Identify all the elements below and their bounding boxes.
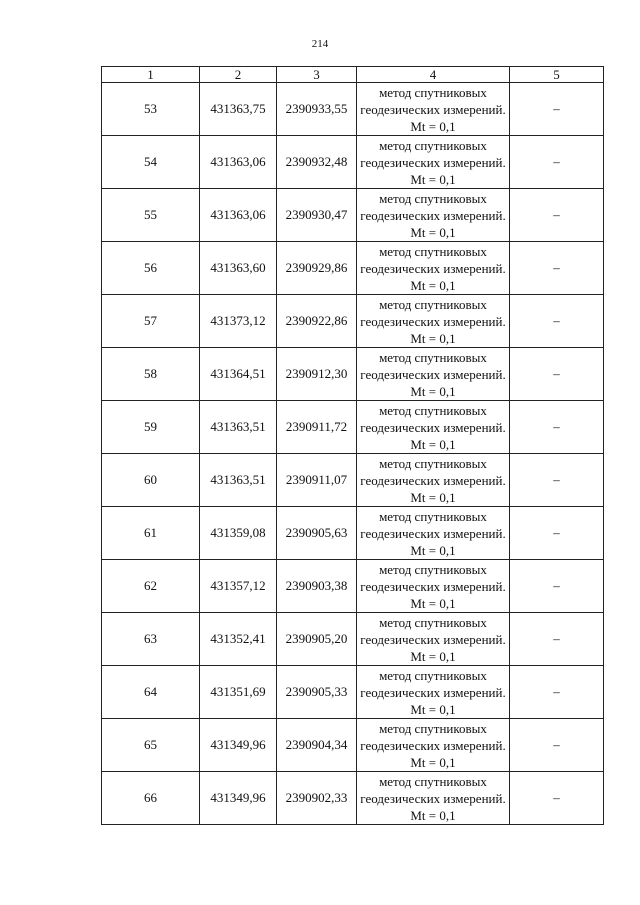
- y-coordinate-cell: 2390905,63: [277, 507, 357, 560]
- y-coordinate-cell: 2390929,86: [277, 242, 357, 295]
- y-coordinate-cell: 2390905,33: [277, 666, 357, 719]
- note-cell: –: [510, 136, 604, 189]
- header-row: [102, 67, 604, 83]
- table-row: [102, 613, 604, 666]
- header-cell-3: 3: [277, 67, 357, 83]
- x-coordinate-cell: 431363,06: [200, 136, 277, 189]
- method-cell: метод спутниковых геодезических измерений. Mt = 0,1: [357, 189, 510, 242]
- y-coordinate-cell: 2390903,38: [277, 560, 357, 613]
- table-row: [102, 242, 604, 295]
- y-coordinate-cell: 2390912,30: [277, 348, 357, 401]
- x-coordinate-cell: 431363,51: [200, 454, 277, 507]
- x-coordinate-cell: 431363,06: [200, 189, 277, 242]
- point-number-cell: 60: [102, 454, 200, 507]
- table-row: [102, 348, 604, 401]
- x-coordinate-cell: 431364,51: [200, 348, 277, 401]
- method-cell: метод спутниковых геодезических измерений. Mt = 0,1: [357, 454, 510, 507]
- method-cell: метод спутниковых геодезических измерений. Mt = 0,1: [357, 666, 510, 719]
- table-row: [102, 189, 604, 242]
- note-cell: –: [510, 560, 604, 613]
- x-coordinate-cell: 431363,51: [200, 401, 277, 454]
- table-row: [102, 507, 604, 560]
- method-cell: метод спутниковых геодезических измерений. Mt = 0,1: [357, 507, 510, 560]
- table-row: [102, 560, 604, 613]
- point-number-cell: 57: [102, 295, 200, 348]
- point-number-cell: 59: [102, 401, 200, 454]
- note-cell: –: [510, 507, 604, 560]
- table-row: [102, 454, 604, 507]
- note-cell: –: [510, 348, 604, 401]
- x-coordinate-cell: 431349,96: [200, 719, 277, 772]
- table-row: [102, 83, 604, 136]
- y-coordinate-cell: 2390911,07: [277, 454, 357, 507]
- note-cell: –: [510, 454, 604, 507]
- note-cell: –: [510, 719, 604, 772]
- point-number-cell: 58: [102, 348, 200, 401]
- page-number: 214: [311, 38, 329, 50]
- y-coordinate-cell: 2390902,33: [277, 772, 357, 825]
- method-cell: метод спутниковых геодезических измерений. Mt = 0,1: [357, 560, 510, 613]
- note-cell: –: [510, 295, 604, 348]
- method-cell: метод спутниковых геодезических измерений. Mt = 0,1: [357, 772, 510, 825]
- table-row: [102, 666, 604, 719]
- table-row: [102, 772, 604, 825]
- method-cell: метод спутниковых геодезических измерений. Mt = 0,1: [357, 348, 510, 401]
- header-cell-1: 1: [102, 67, 200, 83]
- point-number-cell: 63: [102, 613, 200, 666]
- table-row: [102, 295, 604, 348]
- method-cell: метод спутниковых геодезических измерений. Mt = 0,1: [357, 242, 510, 295]
- table-body: [102, 83, 604, 825]
- point-number-cell: 66: [102, 772, 200, 825]
- method-cell: метод спутниковых геодезических измерений. Mt = 0,1: [357, 719, 510, 772]
- x-coordinate-cell: 431349,96: [200, 772, 277, 825]
- point-number-cell: 53: [102, 83, 200, 136]
- method-cell: метод спутниковых геодезических измерений. Mt = 0,1: [357, 83, 510, 136]
- x-coordinate-cell: 431359,08: [200, 507, 277, 560]
- x-coordinate-cell: 431357,12: [200, 560, 277, 613]
- x-coordinate-cell: 431373,12: [200, 295, 277, 348]
- header-cell-2: 2: [200, 67, 277, 83]
- point-number-cell: 64: [102, 666, 200, 719]
- x-coordinate-cell: 431363,75: [200, 83, 277, 136]
- point-number-cell: 54: [102, 136, 200, 189]
- note-cell: –: [510, 613, 604, 666]
- header-cell-4: 4: [357, 67, 510, 83]
- method-cell: метод спутниковых геодезических измерений. Mt = 0,1: [357, 295, 510, 348]
- point-number-cell: 56: [102, 242, 200, 295]
- note-cell: –: [510, 401, 604, 454]
- point-number-cell: 65: [102, 719, 200, 772]
- point-number-cell: 55: [102, 189, 200, 242]
- y-coordinate-cell: 2390922,86: [277, 295, 357, 348]
- table-row: [102, 401, 604, 454]
- header-cell-5: 5: [510, 67, 604, 83]
- y-coordinate-cell: 2390932,48: [277, 136, 357, 189]
- x-coordinate-cell: 431363,60: [200, 242, 277, 295]
- method-cell: метод спутниковых геодезических измерений. Mt = 0,1: [357, 613, 510, 666]
- y-coordinate-cell: 2390904,34: [277, 719, 357, 772]
- y-coordinate-cell: 2390933,55: [277, 83, 357, 136]
- table-row: [102, 719, 604, 772]
- note-cell: –: [510, 83, 604, 136]
- note-cell: –: [510, 189, 604, 242]
- method-cell: метод спутниковых геодезических измерений. Mt = 0,1: [357, 401, 510, 454]
- note-cell: –: [510, 772, 604, 825]
- y-coordinate-cell: 2390911,72: [277, 401, 357, 454]
- point-number-cell: 62: [102, 560, 200, 613]
- point-number-cell: 61: [102, 507, 200, 560]
- y-coordinate-cell: 2390930,47: [277, 189, 357, 242]
- note-cell: –: [510, 242, 604, 295]
- table-row: [102, 136, 604, 189]
- y-coordinate-cell: 2390905,20: [277, 613, 357, 666]
- x-coordinate-cell: 431351,69: [200, 666, 277, 719]
- x-coordinate-cell: 431352,41: [200, 613, 277, 666]
- coordinates-table: [101, 66, 604, 825]
- note-cell: –: [510, 666, 604, 719]
- method-cell: метод спутниковых геодезических измерений. Mt = 0,1: [357, 136, 510, 189]
- table-header: [102, 67, 604, 83]
